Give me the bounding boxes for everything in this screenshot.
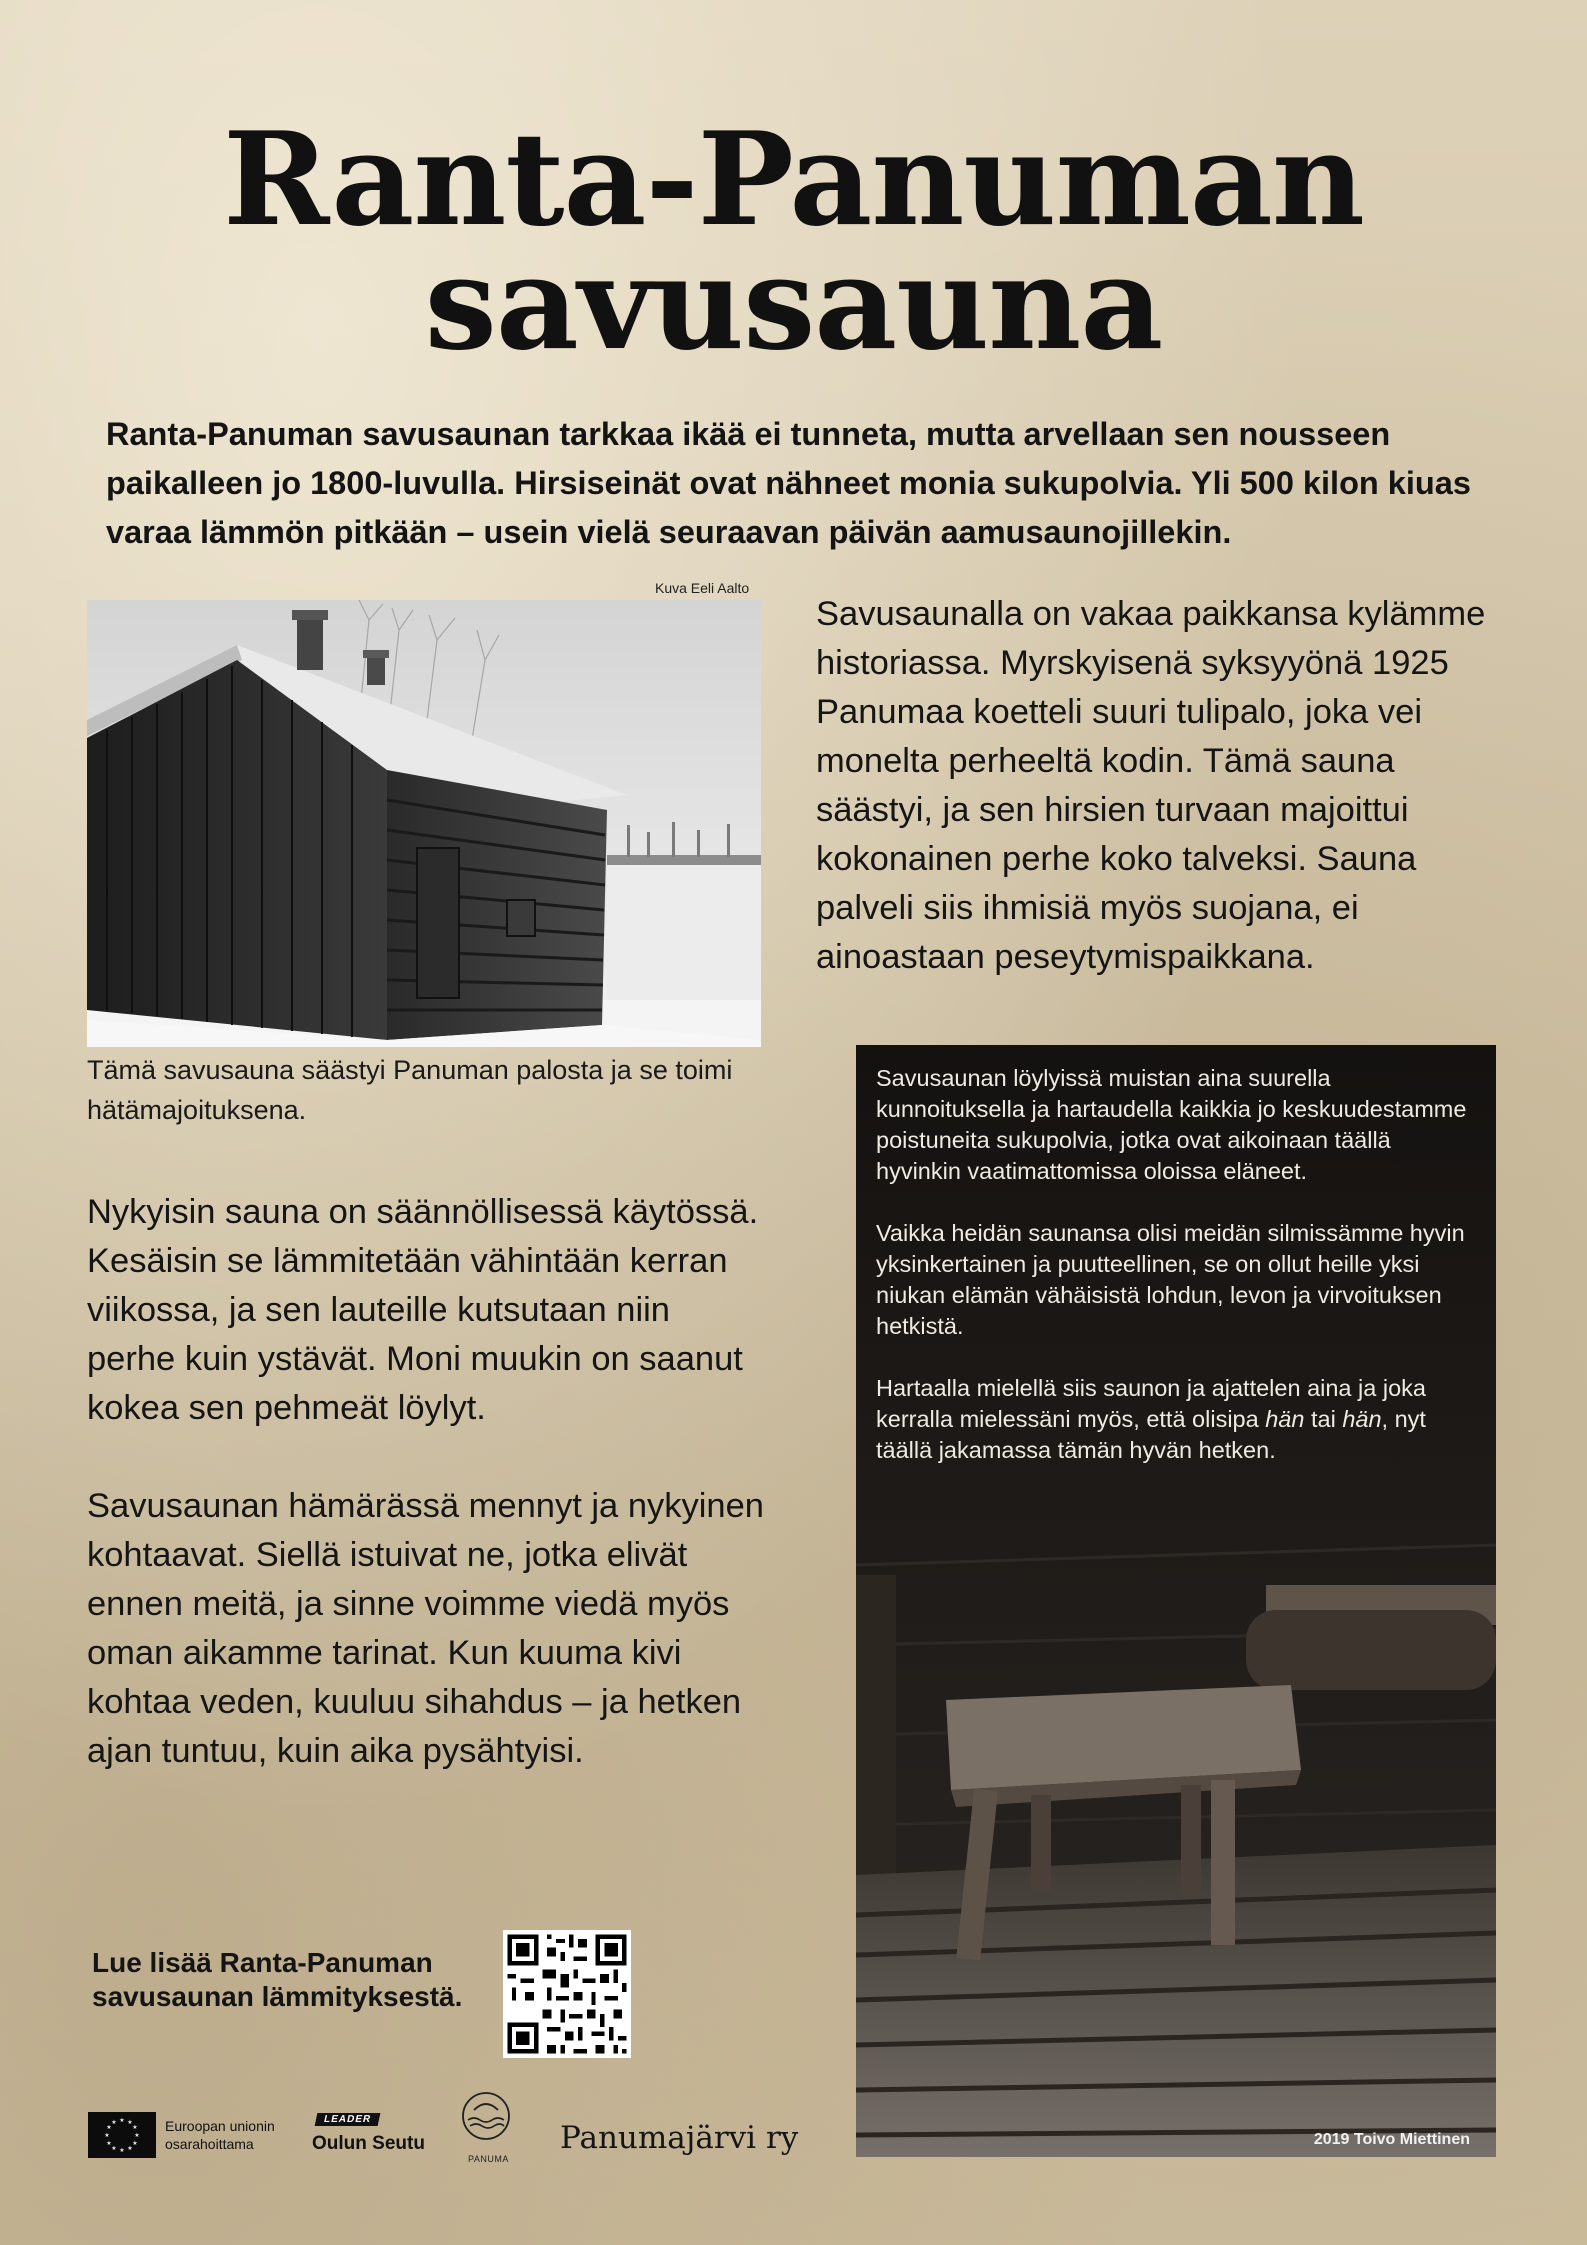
intro-paragraph: Ranta-Panuman savusaunan tarkkaa ikää ei tunneta, mutta arvellaan sen nousseen paikalleen jo 1800-luvulla. Hirsiseinät ovat nähneet monia sukupolvia. Yli 500 kilon kiuas varaa lämmön pitkään – usein vielä seuraavan päivän aamusaunojillekin.: [106, 416, 1471, 550]
read-more-text: Lue lisää Ranta-Panuman savusaunan lämmityksestä.: [92, 1947, 463, 2012]
svg-text:★: ★: [119, 2117, 125, 2124]
history-paragraph: Savusaunalla on vakaa paikkansa kylämme historiassa. Myrskyisenä syksyyönä 1925 Panumaa koetteli suuri tulipalo, joka vei monelta perheeltä kodin. Tämä sauna säästyi, ja sen hirsien turvaan majoittui kokonainen perhe koko talveksi. Sauna palveli siis ihmisiä myös suojana, ei ainoastaan peseytymispaikkana.: [816, 595, 1486, 976]
eu-flag-icon: [88, 2112, 156, 2158]
quote-paragraph-3-start: Hartaalla mielellä siis saunon ja ajattelen aina ja joka kerralla mielessäni myös, että olisipa: [876, 1375, 1426, 1432]
body-paragraph-2: Savusaunan hämärässä mennyt ja nykyinen kohtaavat. Siellä istuivat ne, jotka elivät ennen meitä, ja sinne voimme viedä myös oman aikamme tarinat. Kun kuuma kivi kohtaa veden, kuuluu sihahdus – ja hetken ajan tuntuu, kuin aika pysähtyisi.: [87, 1487, 764, 1770]
photo-caption: Tämä savusauna säästyi Panuman palosta ja se toimi hätämajoituksena.: [87, 1055, 733, 1125]
eu-funding-text: [165, 2117, 275, 2153]
svg-text:★: ★: [119, 2147, 125, 2154]
svg-text:★: ★: [104, 2132, 110, 2139]
panuma-label: PANUMA: [468, 2154, 509, 2164]
interior-photo-credit: 2019 Toivo Miettinen: [1313, 2131, 1470, 2148]
qr-code[interactable]: [503, 1930, 631, 2058]
quote-han-1: hän: [1265, 1406, 1305, 1432]
poster-title: [0, 105, 1587, 379]
svg-text:★: ★: [127, 2119, 133, 2126]
body-paragraph-1: Nykyisin sauna on säännöllisessä käytössä. Kesäisin se lämmitetään vähintään kerran viikossa, ja sen lauteille kutsutaan niin perhe kuin ystävät. Moni muukin on saanut kokea sen pehmeät löylyt.: [87, 1193, 759, 1427]
quote-tai: tai: [1304, 1406, 1343, 1432]
eu-funding-line-2: osarahoittama: [165, 2136, 254, 2152]
quote-paragraph-1: Savusaunan löylyissä muistan aina suurella kunnoituksella ja hartaudella kaikkia jo keskuudestamme poistuneita sukupolvia, jotka ovat aikoinaan täällä hyvinkin vaatimattomissa oloissa eläneet.: [876, 1065, 1467, 1184]
svg-text:★: ★: [134, 2132, 140, 2139]
sponsor-logos: [88, 2088, 848, 2168]
svg-text:★: ★: [111, 2145, 117, 2152]
quote-paragraph-2: Vaikka heidän saunansa olisi meidän silmissämme hyvin yksinkertainen ja puutteellinen, se on ollut heille yksi niukan elämän vähäisistä lohdun, levon ja virvoituksen hetkistä.: [876, 1220, 1465, 1339]
quote-text: [876, 1063, 1476, 1497]
svg-text:★: ★: [132, 2124, 138, 2131]
svg-text:★: ★: [127, 2145, 133, 2152]
quote-han-2: hän: [1342, 1406, 1382, 1432]
quote-paragraph-3: [876, 1373, 1476, 1466]
sauna-exterior-photo: [87, 600, 761, 1047]
quote-paragraph-3-end: , nyt täällä jakamassa tämän hyvän hetken.: [876, 1406, 1426, 1463]
svg-text:★: ★: [132, 2140, 138, 2147]
photo-credit: Kuva Eeli Aalto: [655, 580, 750, 596]
svg-text:★: ★: [106, 2140, 112, 2147]
association-name: Panumajärvi ry: [560, 2120, 799, 2156]
leader-badge: LEADER: [315, 2113, 381, 2126]
eu-funding-line-1: Euroopan unionin: [165, 2118, 275, 2134]
leader-name: Oulun Seutu: [312, 2133, 425, 2154]
title-line-1: Ranta-Panuman: [223, 105, 1364, 255]
svg-text:★: ★: [106, 2124, 112, 2131]
body-text: [87, 1188, 767, 1825]
svg-text:★: ★: [111, 2119, 117, 2126]
sauna-interior-photo: [856, 1045, 1496, 2157]
title-line-2: savusauna: [424, 229, 1163, 379]
